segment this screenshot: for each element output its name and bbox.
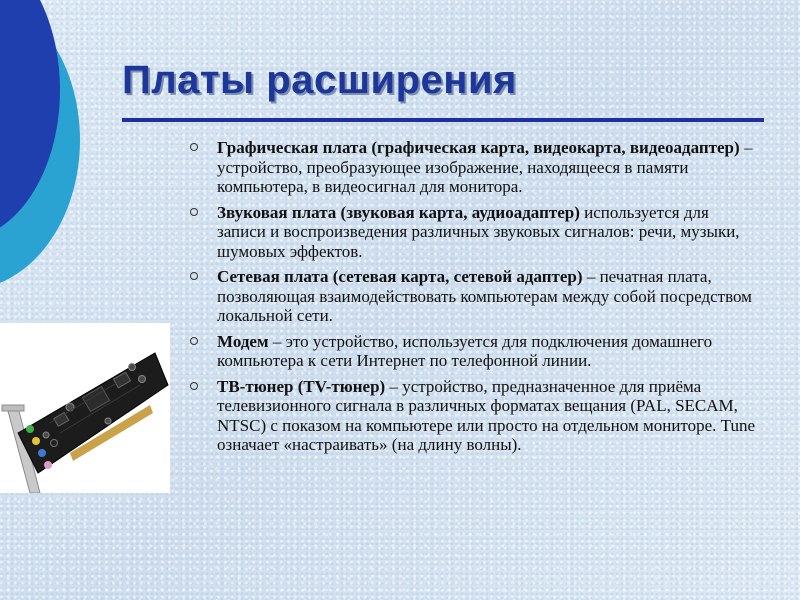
item-description: – это устройство, используется для подключения домашнего компьютера к сети Интернет по телефонной линии. <box>217 331 713 370</box>
item-description: – устройство, преобразующее изображение, находящееся в памяти компьютера, в видеосигнал для монитора. <box>217 138 753 196</box>
list-item <box>190 203 760 262</box>
bullet-circle-icon <box>190 382 198 390</box>
sound-card-image <box>0 323 170 493</box>
slide-title: Платы расширения <box>122 58 517 102</box>
list-item <box>190 138 760 197</box>
bullet-circle-icon <box>190 272 198 280</box>
item-term: Звуковая плата (звуковая карта, аудиоадаптер) <box>217 202 580 222</box>
bullet-circle-icon <box>190 208 198 216</box>
bullet-list <box>190 138 760 461</box>
item-description: – печатная плата, позволяющая взаимодействовать компьютерам между собой посредством локальной сети. <box>217 267 752 325</box>
bullet-circle-icon <box>190 337 198 345</box>
list-item <box>190 377 760 455</box>
item-description: – устройство, предназначенное для приёма телевизионного сигнала в различных форматах вещания (PAL, SECAM, NTSC) с показом на компьютере или просто на отдельном мониторе. Tune означает «настраивать» (на длину волны). <box>217 376 755 454</box>
item-term: Модем <box>217 331 269 351</box>
list-item <box>190 332 760 371</box>
title-underline <box>122 118 764 122</box>
bullet-circle-icon <box>190 143 198 151</box>
item-term: Сетевая плата (сетевая карта, сетевой адаптер) <box>217 267 583 286</box>
item-term: ТВ-тюнер (TV-тюнер) <box>217 376 386 396</box>
item-term: Графическая плата (графическая карта, видеокарта, видеоадаптер) <box>217 138 740 157</box>
list-item <box>190 267 760 326</box>
item-description: используется для записи и воспроизведения различных звуковых сигналов: речи, музыки, шумовых эффектов. <box>217 202 740 261</box>
